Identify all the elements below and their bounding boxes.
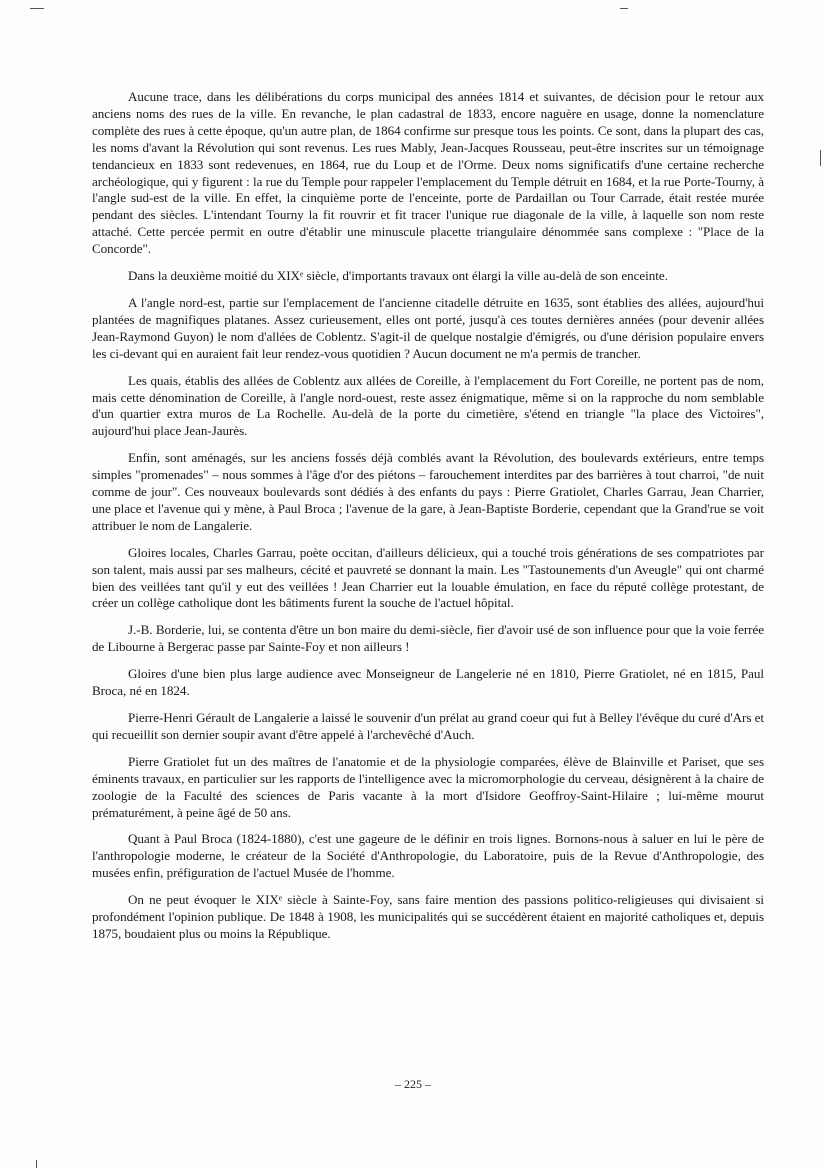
paragraph: On ne peut évoquer le XIXᵉ siècle à Sainte-Foy, sans faire mention des passions politico-religieuses qui divisaient si profondément l'opinion publique. De 1848 à 1908, les municipalités qui se succédèrent étaient en majorité catholiques et, depuis 1875, boudaient plus ou moins la République.	[92, 892, 764, 941]
paragraph: Gloires locales, Charles Garrau, poète occitan, d'ailleurs délicieux, qui a touché trois générations de ses compatriotes par son talent, mais aussi par ses malheurs, cécité et pauvreté se donnant la main. Les "Tastounements d'un Aveugle" qui ont charmé bien des veillées tant qu'il y eut des veillées ! Jean Charrier eut la louable émulation, en face du réputé collège protestant, de créer un collège catholique dont les bâtiments furent la souche de l'actuel hôpital.	[92, 544, 764, 611]
paragraph: Les quais, établis des allées de Coblentz aux allées de Coreille, à l'emplacement du Fort Coreille, ne portent pas de nom, mais cette dénomination de Coreille, à l'angle nord-ouest, reste assez énigmatique, même si on la rapproche du nom semblable d'un quartier extra muros de La Rochelle. Au-delà de la porte du cimetière, s'étend en triangle "la place des Victoires", aujourd'hui place Jean-Jaurès.	[92, 372, 764, 439]
scan-mark-bottom-left	[36, 1160, 37, 1168]
paragraph: Pierre Gratiolet fut un des maîtres de l'anatomie et de la physiologie comparées, élève de Blainville et Pariset, que ses éminents travaux, en particulier sur les rapports de l'intelligence avec la micromorphologie du cerveau, désignèrent à la chaire de zoologie de la Faculté des sciences de Paris vacante à la mort d'Isidore Geoffroy-Saint-Hilaire ; lui-même mourut prématurément, à peine âgé de 50 ans.	[92, 753, 764, 820]
body-text	[92, 89, 764, 943]
paragraph: Enfin, sont aménagés, sur les anciens fossés déjà comblés avant la Révolution, des boulevards extérieurs, entre temps simples "promenades" – nous sommes à l'âge d'or des piétons – farouchement interdites par des barrières à tout charroi, "de nuit comme de jour". Ces nouveaux boulevards sont dédiés à des enfants du pays : Pierre Gratiolet, Charles Garrau, Jean Charrier, une place et l'avenue qui y mène, à Paul Broca ; l'avenue de la gare, à Jean-Baptiste Borderie, cependant que la Grand'rue se voit attribuer le nom de Langalerie.	[92, 450, 764, 533]
paragraph: J.-B. Borderie, lui, se contenta d'être un bon maire du demi-siècle, fier d'avoir usé de son influence pour que la voie ferrée de Libourne à Bergerac passe par Sainte-Foy et non ailleurs !	[92, 622, 764, 655]
paragraph: Gloires d'une bien plus large audience avec Monseigneur de Langelerie né en 1810, Pierre Gratiolet, né en 1815, Paul Broca, né en 1824.	[92, 666, 764, 699]
page-number: – 225 –	[395, 1077, 431, 1091]
paragraph: Pierre-Henri Gérault de Langalerie a laissé le souvenir d'un prélat au grand coeur qui fut à Belley l'évêque du curé d'Ars et qui recueillit son dernier soupir avant d'être appelé à l'archevêché d'Auch.	[92, 710, 764, 742]
scan-mark-top-right	[620, 8, 628, 9]
scan-mark-right-edge	[820, 150, 821, 166]
paragraph: Quant à Paul Broca (1824-1880), c'est une gageure de le définir en trois lignes. Bornons-nous à saluer en lui le père de l'anthropologie moderne, le créateur de la Société d'Anthropologie, du Laboratoire, puis de la Revue d'Anthropologie, des musées enfin, préfiguration de l'actuel Musée de l'homme.	[92, 831, 764, 881]
scan-mark-top-left	[30, 8, 44, 9]
paragraph: Aucune trace, dans les délibérations du corps municipal des années 1814 et suivantes, de décision pour le retour aux anciens noms des rues de la ville. En revanche, le plan cadastral de 1833, encore naguère en usage, donne la nomenclature complète des rues à cette époque, qu'un autre plan, de 1864 confirme sur presque tous les points. Ce sont, dans la plupart des cas, les noms d'avant la Révolution qui sont revenus. Les rues Mably, Jean-Jacques Rousseau, peut-être inscrites sur un témoignage tendancieux en 1833 sont redevenues, en 1864, rue du Loup et de l'Orme. Deux noms significatifs d'une certaine recherche archéologique, qui y figurent : la rue du Temple pour rappeler l'emplacement du Temple détruit en 1684, et la rue Porte-Tourny, à l'angle sud-est de la ville. En effet, la cinquième porte de l'enceinte, porte de Pardaillan ou Tour Carrade, était restée murée pendant des siècles. L'intendant Tourny la fit rouvrir et fit tracer l'unique rue diagonale de la ville, à laquelle son nom reste attaché. Cette percée permit en outre d'établir une minuscule placette triangulaire dénommée sans complexe : "Place de la Concorde".	[92, 89, 764, 257]
paragraph: A l'angle nord-est, partie sur l'emplacement de l'ancienne citadelle détruite en 1635, sont établies des allées, aujourd'hui plantées de magnifiques platanes. Assez curieusement, elles ont porté, jusqu'à ces toutes dernières années (pour devenir allées Jean-Raymond Guyon) le nom d'allées de Coblentz. S'agit-il de quelque nostalgie d'émigrés, ou d'une dérision populaire envers les ci-devant qui en auraient fait leur rendez-vous quotidien ? Aucun document ne m'a permis de trancher.	[92, 294, 764, 361]
paragraph: Dans la deuxième moitié du XIXᵉ siècle, d'importants travaux ont élargi la ville au-delà de son enceinte.	[128, 268, 668, 284]
